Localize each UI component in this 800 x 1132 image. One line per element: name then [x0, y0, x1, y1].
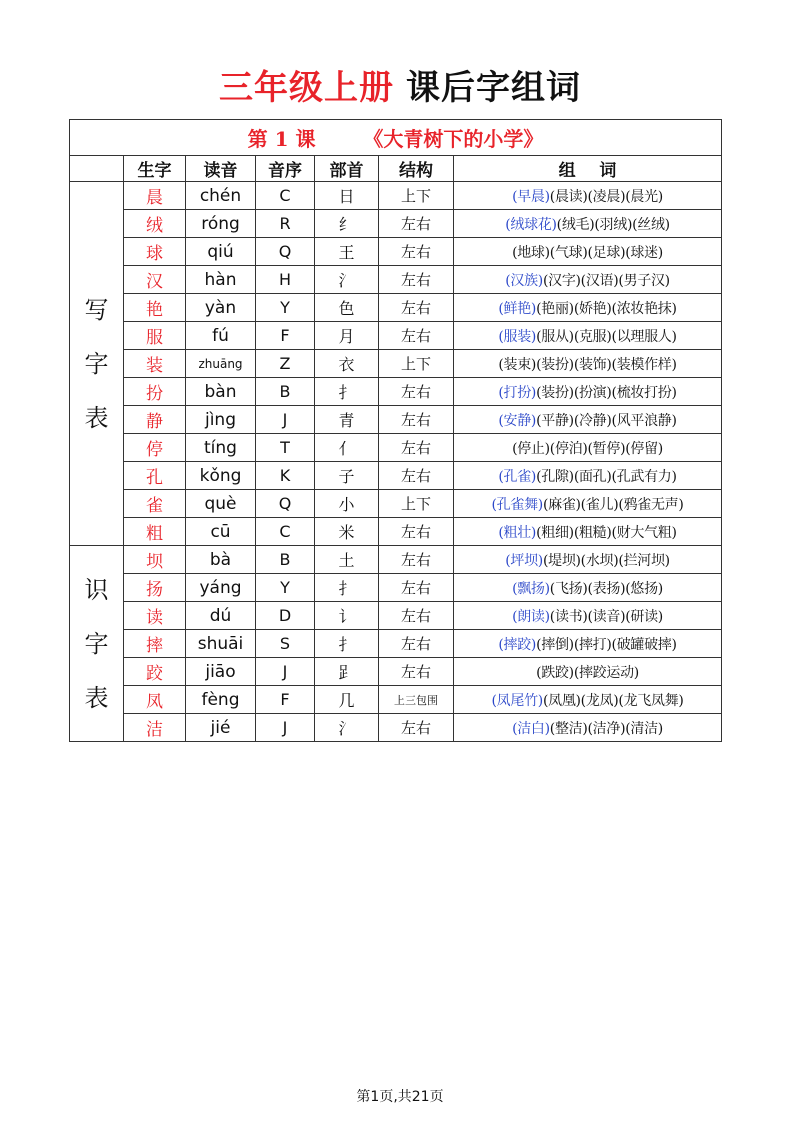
extra-words: (绒毛)(羽绒)(丝绒)	[556, 216, 670, 233]
structure-cell: 左右	[379, 210, 454, 238]
pinyin-cell: kǒng	[186, 462, 256, 490]
words-cell	[454, 434, 722, 462]
extra-words: (跌跤)(摔跤运动)	[536, 664, 639, 681]
pinyin-cell: bàn	[186, 378, 256, 406]
pinyin-cell: yáng	[186, 574, 256, 602]
textbook-word: (安静)	[498, 412, 537, 429]
extra-words: (摔倒)(摔打)(破罐破摔)	[536, 636, 677, 653]
title-subject: 课后字组词	[406, 68, 581, 108]
words-cell	[454, 322, 722, 350]
table-row	[70, 602, 722, 630]
textbook-word: (鲜艳)	[498, 300, 537, 317]
table-row	[70, 574, 722, 602]
table-row	[70, 266, 722, 294]
char-cell: 绒	[124, 210, 186, 238]
words-cell	[454, 546, 722, 574]
extra-words: (停止)(停泊)(暂停)(停留)	[512, 440, 663, 457]
radical-cell: 氵	[315, 714, 379, 742]
table-row	[70, 658, 722, 686]
radical-cell: 月	[315, 322, 379, 350]
extra-words: (堤坝)(水坝)(拦河坝)	[542, 552, 670, 569]
order-cell: Q	[256, 490, 315, 518]
char-cell: 扬	[124, 574, 186, 602]
char-cell: 粗	[124, 518, 186, 546]
word-table	[69, 119, 722, 742]
section-label-char: 字	[84, 629, 109, 658]
words-cell	[454, 686, 722, 714]
structure-cell: 左右	[379, 574, 454, 602]
char-cell: 跤	[124, 658, 186, 686]
order-cell: F	[256, 322, 315, 350]
extra-words: (地球)(气球)(足球)(球迷)	[512, 244, 663, 261]
char-cell: 凤	[124, 686, 186, 714]
table-row	[70, 350, 722, 378]
header-blank	[70, 156, 124, 182]
pinyin-cell: zhuāng	[186, 350, 256, 378]
header-char: 生字	[124, 156, 186, 182]
structure-cell: 左右	[379, 462, 454, 490]
textbook-word: (朗读)	[512, 608, 550, 625]
order-cell: J	[256, 714, 315, 742]
order-cell: Y	[256, 294, 315, 322]
order-cell: R	[256, 210, 315, 238]
header-order: 音序	[256, 156, 315, 182]
radical-cell: 扌	[315, 574, 379, 602]
extra-words: (飞扬)(表扬)(悠扬)	[549, 580, 663, 597]
words-cell	[454, 406, 722, 434]
textbook-word: (坪坝)	[505, 552, 543, 569]
radical-cell: 扌	[315, 630, 379, 658]
order-cell: Z	[256, 350, 315, 378]
structure-cell: 上下	[379, 490, 454, 518]
pinyin-cell: què	[186, 490, 256, 518]
char-cell: 坝	[124, 546, 186, 574]
words-cell	[454, 602, 722, 630]
extra-words: (孔隙)(面孔)(孔武有力)	[536, 468, 677, 485]
char-cell: 扮	[124, 378, 186, 406]
table-row	[70, 294, 722, 322]
order-cell: Q	[256, 238, 315, 266]
header-words: 组 词	[454, 156, 722, 182]
pinyin-cell: jiāo	[186, 658, 256, 686]
order-cell: K	[256, 462, 315, 490]
table-row	[70, 406, 722, 434]
structure-cell: 左右	[379, 714, 454, 742]
textbook-word: (飘扬)	[512, 580, 550, 597]
order-cell: D	[256, 602, 315, 630]
textbook-word: (打扮)	[498, 384, 537, 401]
order-cell: C	[256, 518, 315, 546]
radical-cell: 几	[315, 686, 379, 714]
header-radical: 部首	[315, 156, 379, 182]
structure-cell: 左右	[379, 518, 454, 546]
table-row	[70, 686, 722, 714]
words-cell	[454, 350, 722, 378]
order-cell: B	[256, 378, 315, 406]
words-cell	[454, 518, 722, 546]
section-label-char: 识	[84, 575, 109, 604]
words-cell	[454, 238, 722, 266]
lesson-number: 第 1 课	[247, 127, 316, 151]
textbook-word: (绒球花)	[505, 216, 557, 233]
table-row	[70, 434, 722, 462]
pinyin-cell: fú	[186, 322, 256, 350]
header-pinyin: 读音	[186, 156, 256, 182]
pinyin-cell: tíng	[186, 434, 256, 462]
structure-cell: 左右	[379, 434, 454, 462]
extra-words: (平静)(冷静)(风平浪静)	[536, 412, 677, 429]
pinyin-cell: jìng	[186, 406, 256, 434]
extra-words: (整洁)(洁净)(清洁)	[549, 720, 663, 737]
table-row	[70, 182, 722, 210]
words-cell	[454, 182, 722, 210]
char-cell: 读	[124, 602, 186, 630]
words-cell	[454, 210, 722, 238]
table-row	[70, 490, 722, 518]
radical-cell: 色	[315, 294, 379, 322]
radical-cell: 衣	[315, 350, 379, 378]
radical-cell: 米	[315, 518, 379, 546]
radical-cell: 扌	[315, 378, 379, 406]
order-cell: J	[256, 406, 315, 434]
structure-cell: 左右	[379, 406, 454, 434]
words-cell	[454, 714, 722, 742]
table-row	[70, 462, 722, 490]
char-cell: 汉	[124, 266, 186, 294]
char-cell: 服	[124, 322, 186, 350]
title-grade: 三年级上册	[219, 68, 394, 108]
extra-words: (汉字)(汉语)(男子汉)	[542, 272, 670, 289]
extra-words: (粗细)(粗糙)(财大气粗)	[536, 524, 677, 541]
textbook-word: (洁白)	[512, 720, 550, 737]
extra-words: (装束)(装扮)(装饰)(装模作样)	[498, 356, 677, 373]
structure-cell: 上下	[379, 350, 454, 378]
structure-cell: 左右	[379, 378, 454, 406]
extra-words: (服从)(克服)(以理服人)	[536, 328, 677, 345]
structure-cell: 左右	[379, 630, 454, 658]
pinyin-cell: chén	[186, 182, 256, 210]
radical-cell: 小	[315, 490, 379, 518]
table-row	[70, 630, 722, 658]
radical-cell: 青	[315, 406, 379, 434]
structure-cell: 左右	[379, 294, 454, 322]
pinyin-cell: shuāi	[186, 630, 256, 658]
pinyin-cell: dú	[186, 602, 256, 630]
extra-words: (装扮)(扮演)(梳妆打扮)	[536, 384, 677, 401]
textbook-word: (孔雀舞)	[491, 496, 543, 513]
textbook-word: (凤尾竹)	[491, 692, 543, 709]
section-label-char: 字	[84, 349, 109, 378]
table-row	[70, 322, 722, 350]
radical-cell: 氵	[315, 266, 379, 294]
radical-cell: 日	[315, 182, 379, 210]
table-row	[70, 210, 722, 238]
table-row	[70, 518, 722, 546]
pinyin-cell: hàn	[186, 266, 256, 294]
structure-cell: 左右	[379, 238, 454, 266]
textbook-word: (服装)	[498, 328, 537, 345]
order-cell: C	[256, 182, 315, 210]
words-cell	[454, 378, 722, 406]
char-cell: 摔	[124, 630, 186, 658]
words-cell	[454, 266, 722, 294]
words-cell	[454, 490, 722, 518]
pinyin-cell: bà	[186, 546, 256, 574]
extra-words: (麻雀)(雀儿)(鸦雀无声)	[542, 496, 684, 513]
structure-cell: 左右	[379, 322, 454, 350]
textbook-word: (粗壮)	[498, 524, 537, 541]
structure-cell: 左右	[379, 602, 454, 630]
radical-cell: 王	[315, 238, 379, 266]
pinyin-cell: qiú	[186, 238, 256, 266]
section-label-char: 表	[84, 683, 109, 712]
pinyin-cell: yàn	[186, 294, 256, 322]
char-cell: 晨	[124, 182, 186, 210]
char-cell: 雀	[124, 490, 186, 518]
order-cell: Y	[256, 574, 315, 602]
words-cell	[454, 658, 722, 686]
section-label	[70, 182, 124, 546]
header-row	[70, 156, 722, 182]
lesson-title	[70, 120, 722, 156]
table-row	[70, 378, 722, 406]
section-label-char: 表	[84, 403, 109, 432]
textbook-word: (早晨)	[512, 188, 550, 205]
table-row	[70, 546, 722, 574]
words-cell	[454, 630, 722, 658]
char-cell: 装	[124, 350, 186, 378]
order-cell: T	[256, 434, 315, 462]
structure-cell: 左右	[379, 658, 454, 686]
char-cell: 孔	[124, 462, 186, 490]
textbook-word: (汉族)	[505, 272, 543, 289]
page-title	[0, 66, 800, 110]
radical-cell: 土	[315, 546, 379, 574]
lesson-name: 《大青树下的小学》	[363, 127, 544, 151]
char-cell: 停	[124, 434, 186, 462]
order-cell: S	[256, 630, 315, 658]
structure-cell: 左右	[379, 546, 454, 574]
section-label-char: 写	[84, 295, 109, 324]
page-footer: 第1页,共21页	[356, 1089, 444, 1105]
table-row	[70, 238, 722, 266]
order-cell: J	[256, 658, 315, 686]
pinyin-cell: fèng	[186, 686, 256, 714]
char-cell: 静	[124, 406, 186, 434]
pinyin-cell: cū	[186, 518, 256, 546]
order-cell: F	[256, 686, 315, 714]
order-cell: H	[256, 266, 315, 294]
structure-cell: 上三包围	[379, 686, 454, 714]
radical-cell: 讠	[315, 602, 379, 630]
extra-words: (读书)(读音)(研读)	[549, 608, 663, 625]
table-row	[70, 714, 722, 742]
lesson-row	[70, 120, 722, 156]
char-cell: 洁	[124, 714, 186, 742]
radical-cell: 𧾷	[315, 658, 379, 686]
pinyin-cell: róng	[186, 210, 256, 238]
radical-cell: 纟	[315, 210, 379, 238]
textbook-word: (摔跤)	[498, 636, 537, 653]
radical-cell: 子	[315, 462, 379, 490]
textbook-word: (孔雀)	[498, 468, 537, 485]
section-label	[70, 546, 124, 742]
pinyin-cell: jié	[186, 714, 256, 742]
radical-cell: 亻	[315, 434, 379, 462]
words-cell	[454, 462, 722, 490]
extra-words: (艳丽)(娇艳)(浓妆艳抹)	[536, 300, 677, 317]
char-cell: 球	[124, 238, 186, 266]
header-structure: 结构	[379, 156, 454, 182]
char-cell: 艳	[124, 294, 186, 322]
order-cell: B	[256, 546, 315, 574]
extra-words: (晨读)(凌晨)(晨光)	[549, 188, 663, 205]
words-cell	[454, 574, 722, 602]
structure-cell: 左右	[379, 266, 454, 294]
structure-cell: 上下	[379, 182, 454, 210]
extra-words: (凤凰)(龙凤)(龙飞凤舞)	[542, 692, 684, 709]
words-cell	[454, 294, 722, 322]
